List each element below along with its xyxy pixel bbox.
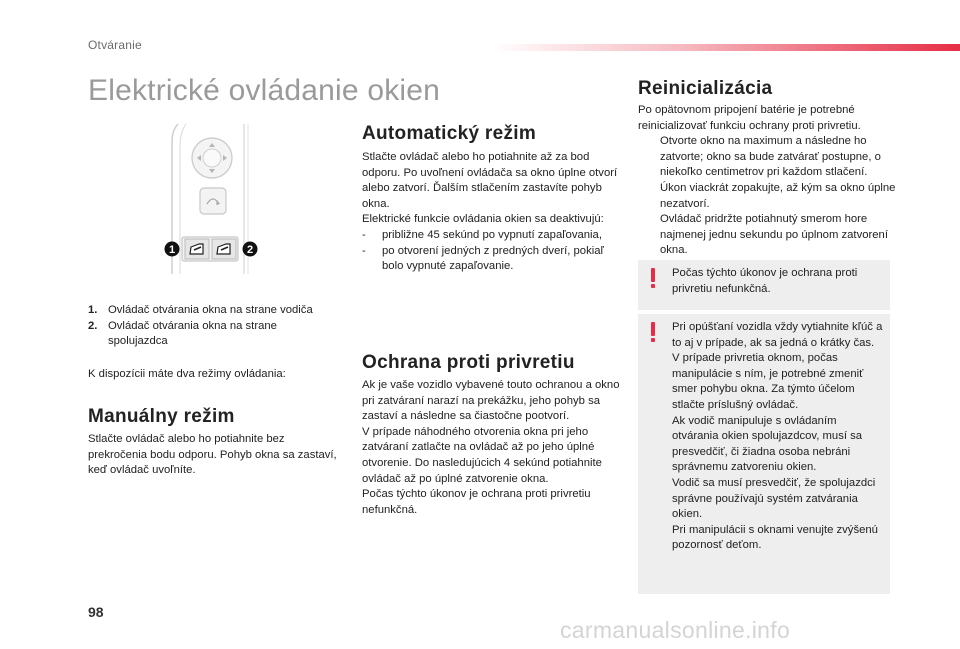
pointer-bullet-icon [638, 181, 660, 212]
driver-window-switch [185, 239, 209, 259]
exclamation-warning-icon [648, 267, 658, 289]
callout-2-label: 2 [246, 244, 254, 256]
deactivation-item [362, 244, 620, 275]
dash-marker: - [362, 228, 366, 241]
warning-paragraph: Ak vodič manipuluje s ovládaním otvárania okien spolujazdcov, musí sa presvedčiť, či žiadna osoba nebráni správnemu zatvoreniu okien. [672, 414, 863, 474]
warning-box [638, 314, 890, 594]
reinitialization-step [638, 181, 913, 212]
legend-item [88, 319, 338, 350]
warning-paragraph: Vodič sa musí presvedčiť, že spolujazdci správne používajú systém zatvárania okien. [672, 476, 876, 521]
deactivation-item-text: približne 45 sekúnd po vypnutí zapaľovania, [382, 228, 602, 241]
legend-text: Ovládač otvárania okna na strane spolujazdca [108, 319, 277, 348]
warning-text: Počas týchto úkonov je ochrana proti privretiu nefunkčná. [672, 267, 858, 295]
warning-box [638, 260, 890, 310]
legend-item [88, 303, 338, 319]
pointer-bullet-icon [638, 212, 660, 259]
legend-number: 2. [88, 319, 98, 332]
reinitialization-intro: Po opätovnom pripojení batérie je potrebné reinicializovať funkciu ochrany proti privretiu. [638, 104, 861, 132]
reinitialization-step-text: Úkon viackrát zopakujte, až kým sa okno úplne nezatvorí. [660, 181, 896, 210]
door-panel-drawing [160, 122, 280, 282]
automatic-mode-paragraph: Elektrické funkcie ovládania okien sa deaktivujú: [362, 213, 604, 226]
anti-pinch-paragraph: Ak je vaše vozidlo vybavené touto ochranou a okno pri zatváraní narazí na prekážku, jeho pohyb sa zastaví a následne sa čiastočne pootvorí. [362, 379, 620, 423]
mirror-fold-button [200, 188, 226, 214]
exclamation-warning-icon [648, 321, 658, 343]
warning-text [672, 320, 884, 554]
illustration-legend [88, 303, 338, 350]
reinitialization-step [638, 212, 913, 259]
callout-2-marker [243, 242, 258, 257]
automatic-mode-heading: Automatický režim [362, 123, 537, 144]
page-title: Elektrické ovládanie okien [88, 74, 441, 107]
warning-paragraph: V prípade privretia oknom, počas manipulácie s ním, je potrebné zmeniť smer pohybu okna. Za týmto účelom stlačte príslušný ovládač. [672, 352, 864, 411]
automatic-mode-paragraph: Stlačte ovládač alebo ho potiahnite až za bod odporu. Po uvoľnení ovládača sa okno úplne otvorí alebo zatvorí. Ďalším stlačením zastavíte pohyb okna. [362, 151, 618, 210]
reinitialization-text [638, 103, 913, 259]
manual-mode-text: Stlačte ovládač alebo ho potiahnite bez prekročenia bodu odporu. Pohyb okna sa zastaví, keď ovládač uvoľníte. [88, 433, 337, 477]
callout-1-label: 1 [168, 244, 176, 256]
window-switch-illustration [160, 122, 280, 282]
header-accent-rule [490, 44, 960, 51]
legend-number: 1. [88, 304, 98, 316]
mirror-adjust-control [192, 138, 232, 178]
anti-pinch-paragraph: Počas týchto úkonov je ochrana proti privretiu nefunkčná. [362, 488, 591, 516]
section-label: Otváranie [88, 38, 142, 52]
watermark: carmanualsonline.info [560, 617, 791, 643]
anti-pinch-heading: Ochrana proti privretiu [362, 352, 575, 373]
warning-paragraph: Pri opúšťaní vozidla vždy vytiahnite kľúč a to aj v prípade, ak sa jedná o krátky čas. [672, 321, 883, 349]
warning-paragraph: Pri manipulácii s oknami venujte zvýšenú pozornosť deťom. [672, 523, 878, 552]
anti-pinch-text [362, 378, 620, 518]
deactivation-item-text: po otvorení jedných z predných dverí, pokiaľ bolo vypnuté zapaľovanie. [382, 244, 604, 273]
reinitialization-step-text: Ovládač pridržte potiahnutý smerom hore najmenej jednu sekundu po úplnom zatvorení okna. [660, 213, 888, 257]
pointer-bullet-icon [638, 134, 660, 181]
dash-marker: - [362, 244, 366, 257]
legend-text: Ovládač otvárania okna na strane vodiča [108, 304, 313, 316]
manual-mode-heading: Manuálny režim [88, 406, 235, 427]
deactivation-item [362, 228, 620, 244]
reinitialization-step-text: Otvorte okno na maximum a následne ho zatvorte; okno sa bude zatvárať postupne, o niekoľko centimetrov pri každom stlačení. [660, 135, 881, 179]
page-number: 98 [88, 604, 104, 620]
reinitialization-step [638, 134, 913, 181]
anti-pinch-paragraph: V prípade náhodného otvorenia okna pri jeho zatváraní zatlačte na ovládač až po jeho úplné otvorenie. Do nasledujúcich 4 sekúnd potiahnite ovládač až po úplné zatvorenie okna. [362, 425, 602, 485]
modes-intro: K dispozícii máte dva režimy ovládania: [88, 368, 286, 380]
callout-1-marker [165, 242, 180, 257]
passenger-window-switch [212, 239, 236, 259]
automatic-mode-text [362, 150, 620, 275]
reinitialization-heading: Reinicializácia [638, 78, 773, 99]
